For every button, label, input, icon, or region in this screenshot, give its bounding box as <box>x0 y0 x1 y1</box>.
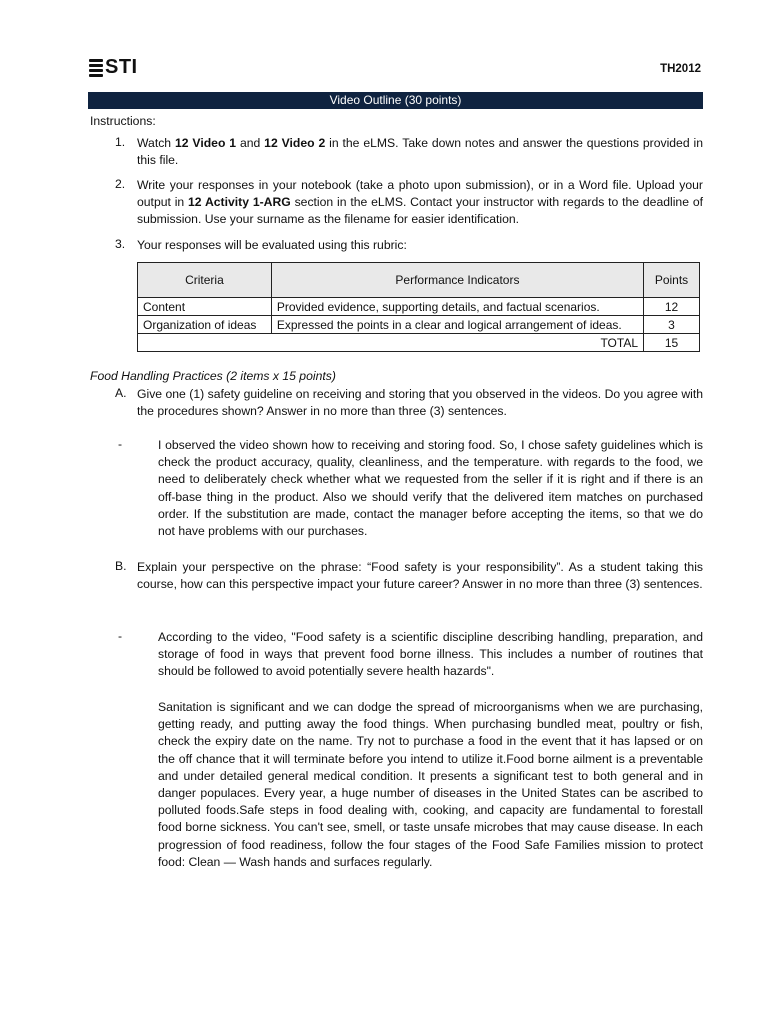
rubric-cell: Expressed the points in a clear and logical arrangement of ideas. <box>271 316 643 334</box>
rubric-cell: Organization of ideas <box>138 316 272 334</box>
rubric-cell: 3 <box>644 316 700 334</box>
rubric-total-row <box>138 334 700 352</box>
rubric-cell: Content <box>138 298 272 316</box>
logo-stripes-icon <box>89 56 103 78</box>
rubric-cell: 12 <box>644 298 700 316</box>
item-number: 3. <box>115 237 126 251</box>
question-text: Explain your perspective on the phrase: “Food safety is your responsibility”. As a student taking this course, how can this perspective impact your future career? Answer in no more than three (3) sentences. <box>137 560 703 591</box>
question-letter: A. <box>115 386 127 400</box>
question-a <box>115 386 703 420</box>
sti-logo <box>89 56 138 78</box>
section-heading: Food Handling Practices (2 items x 15 points) <box>90 369 336 383</box>
question-b <box>115 559 703 593</box>
instruction-item-1 <box>115 135 703 169</box>
question-letter: B. <box>115 559 127 573</box>
answer-text: I observed the video shown how to receiving and storing food. So, I chose safety guidelines which is check the product accuracy, quality, cleanliness, and the temperature. with regards to the food, we need to deliberately check whether what we requested from the seller if it is right and if there is an off-base thing in the product. Also we should verify that the delivered item matches on purchased order. If the substitution are made, contact the manager before accepting the items, so that we do not have problems with our purchases. <box>158 438 703 539</box>
answer-b-paragraph-2: Sanitation is significant and we can dodge the spread of microorganisms when we are purchasing, getting ready, and putting away the food things. When purchasing bundled meat, poultry or fish, check the expiry date on the name. Try not to purchase a food in the event that it has lapsed or on the off chance that it will terminate before you intend to utilize it.Food borne ailment is a preventable and under detailed general medical condition. It presents a significant test to both general and in danger populaces. Every year, a huge number of diseases in the United States can be ascribed to polluted foods.Safe steps in food dealing with, cooking, and capacity are fundamental to forestall food borne sickness. You can't see, smell, or taste unsafe microbes that may cause disease. In each progression of food readiness, follow the four stages of the Food Safe Families mission to protect food: Clean — Wash hands and surfaces regularly. <box>158 700 703 869</box>
table-row <box>138 298 700 316</box>
rubric-header-row <box>138 263 700 298</box>
total-value: 15 <box>644 334 700 352</box>
question-text: Give one (1) safety guideline on receiving and storing that you observed in the videos. Do you agree with the procedures shown? Answer in no more than three (3) sentences. <box>137 387 703 418</box>
answer-b <box>118 629 703 681</box>
item-text: Watch 12 Video 1 and 12 Video 2 in the eLMS. Take down notes and answer the questions provided in this file. <box>137 136 703 167</box>
instruction-item-2 <box>115 177 703 228</box>
item-text: Write your responses in your notebook (take a photo upon submission), or in a Word file. Upload your output in 12 Activity 1-ARG section in the eLMS. Contact your instructor with regards to the deadline of submission. Use your surname as the filename for easier identification. <box>137 178 703 226</box>
title-banner: Video Outline (30 points) <box>88 92 703 109</box>
rubric-cell: Provided evidence, supporting details, and factual scenarios. <box>271 298 643 316</box>
answer-text: According to the video, "Food safety is a scientific discipline describing handling, preparation, and storage of food in ways that prevent food borne illness. This includes a number of routines that should be followed to avoid potentially severe health hazards". <box>158 630 703 679</box>
item-number: 1. <box>115 135 126 149</box>
rubric-table <box>137 262 700 352</box>
item-number: 2. <box>115 177 126 191</box>
document-code: TH2012 <box>660 63 701 75</box>
answer-a <box>118 437 703 540</box>
answer-dash: - <box>118 437 123 451</box>
answer-dash: - <box>118 629 123 643</box>
rubric-header-cell: Criteria <box>138 263 272 298</box>
rubric-header-cell: Performance Indicators <box>271 263 643 298</box>
instructions-heading: Instructions: <box>90 114 156 128</box>
logo-text: STI <box>105 56 138 78</box>
instruction-item-3 <box>115 237 703 254</box>
rubric-header-cell: Points <box>644 263 700 298</box>
total-label: TOTAL <box>138 334 644 352</box>
item-text: Your responses will be evaluated using this rubric: <box>137 238 407 252</box>
table-row <box>138 316 700 334</box>
